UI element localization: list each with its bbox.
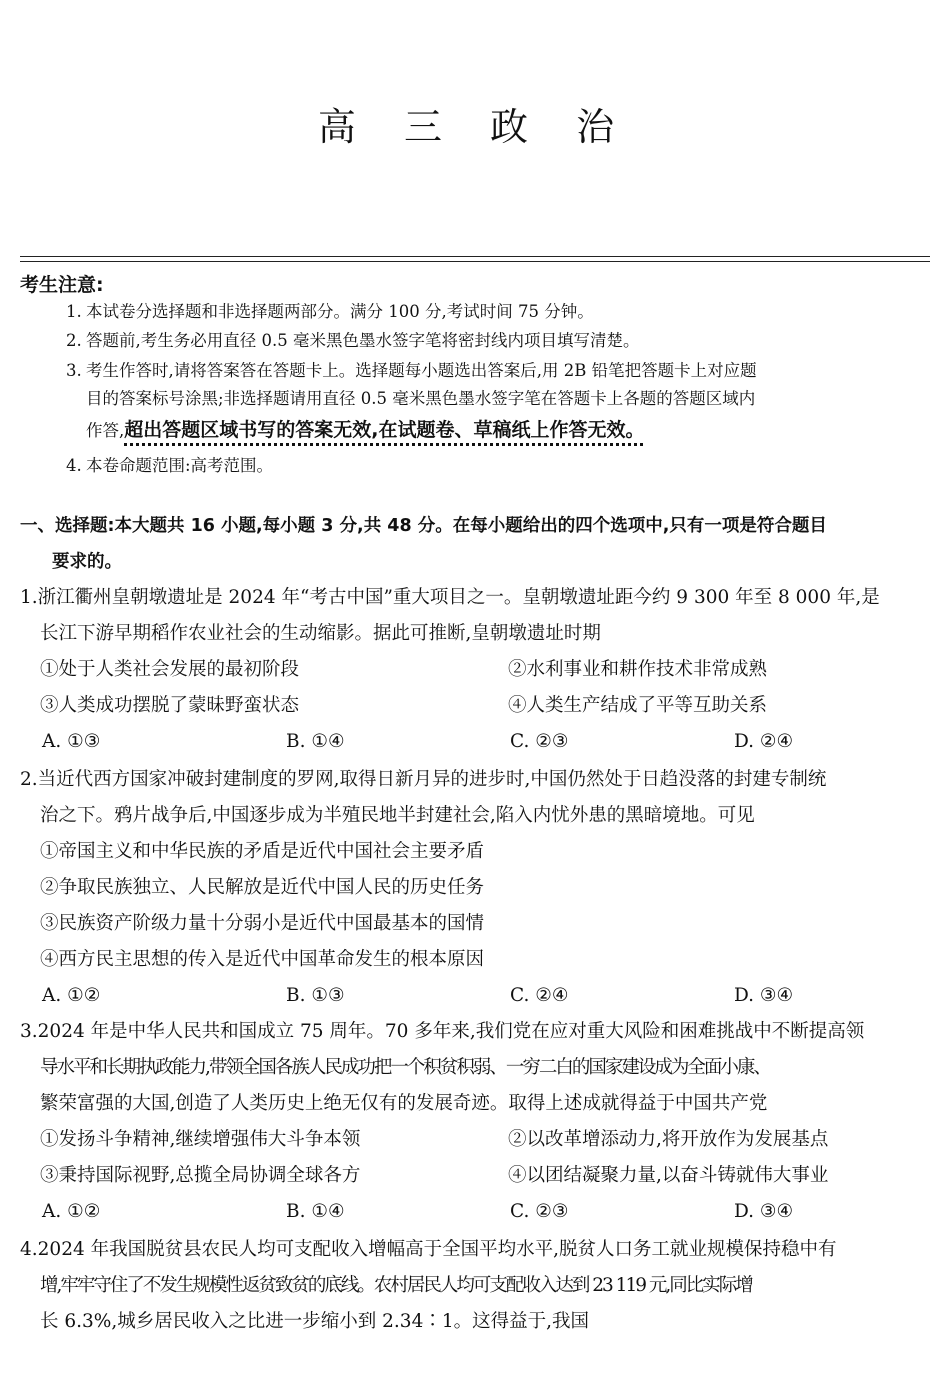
question-stem: 治之下。鸦片战争后,中国逐步成为半殖民地半封建社会,陷入内忧外患的黑暗境地。可见 [40, 805, 755, 826]
statement: ③民族资产阶级力量十分弱小是近代中国最基本的国情 [40, 913, 485, 934]
section-heading [20, 508, 935, 580]
notice-heading: 考生注意: [20, 274, 104, 296]
notice-num: 4. [66, 456, 82, 475]
statement: ①处于人类社会发展的最初阶段 [40, 659, 300, 680]
statement: ①发扬斗争精神,继续增强伟大斗争本领 [40, 1129, 361, 1150]
answer-options [20, 724, 935, 760]
notice-text: 本卷命题范围:高考范围。 [86, 456, 274, 475]
page-title: 高 三 政 治 [317, 105, 633, 149]
statement: ②水利事业和耕作技术非常成熟 [508, 659, 768, 680]
question-stem: 1.浙江衢州皇朝墩遗址是 2024 年“考古中国”重大项目之一。皇朝墩遗址距今约 9 300 年至 8 000 年,是 [20, 587, 880, 608]
statement: ③人类成功摆脱了蒙昧野蛮状态 [40, 695, 300, 716]
answer-option-b[interactable]: B. ①④ [286, 731, 345, 752]
header-rule-thin [20, 261, 930, 262]
statement-row [20, 1122, 935, 1158]
statement: ③秉持国际视野,总揽全局协调全球各方 [40, 1165, 361, 1186]
notice-text-line2: 目的答案标号涂黑;非选择题请用直径 0.5 毫米黑色墨水签字笔在答题卡上各题的答题区域内 [86, 389, 756, 408]
statement-row [20, 652, 935, 688]
statement-row [20, 1158, 935, 1194]
notice-item-1 [66, 298, 932, 326]
statement: ④人类生产结成了平等互助关系 [508, 695, 768, 716]
answer-option-a[interactable]: A. ①③ [42, 731, 101, 752]
notice-item-2 [66, 327, 932, 355]
answer-option-a[interactable]: A. ①② [42, 1201, 101, 1222]
section-line: 要求的。 [52, 552, 122, 572]
notice-text-line3: 作答, [86, 421, 125, 440]
question-stem: 长江下游早期稻作农业社会的生动缩影。据此可推断,皇朝墩遗址时期 [40, 623, 601, 644]
notice-item-3 [66, 357, 932, 445]
answer-option-d[interactable]: D. ②④ [734, 731, 794, 752]
notice-num: 3. [66, 361, 82, 380]
question-stem: 2.当近代西方国家冲破封建制度的罗网,取得日新月异的进步时,中国仍然处于日趋没落的封建专制统 [20, 769, 827, 790]
notice-text-line1: 考生作答时,请将答案答在答题卡上。选择题每小题选出答案后,用 2B 铅笔把答题卡上对应题 [86, 361, 757, 380]
question-4 [20, 1232, 935, 1340]
answer-option-b[interactable]: B. ①③ [286, 985, 345, 1006]
statement: ④西方民主思想的传入是近代中国革命发生的根本原因 [40, 949, 485, 970]
question-stem: 3.2024 年是中华人民共和国成立 75 周年。70 多年来,我们党在应对重大风险和困难挑战中不断提高领 [20, 1021, 865, 1042]
statement-row [20, 688, 935, 724]
question-stem: 长 6.3%,城乡居民收入之比进一步缩小到 2.34∶1。这得益于,我国 [40, 1311, 589, 1332]
notice-num: 1. [66, 302, 82, 321]
notice-item-4 [66, 452, 932, 480]
question-stem: 增,牢牢守住了不发生规模性返贫致贫的底线。农村居民人均可支配收入达到 23 119 元,同比实际增 [40, 1275, 752, 1296]
notice-num: 2. [66, 331, 82, 350]
answer-option-d[interactable]: D. ③④ [734, 1201, 794, 1222]
statement: ④以团结凝聚力量,以奋斗铸就伟大事业 [508, 1165, 829, 1186]
answer-options [20, 1194, 935, 1230]
question-3 [20, 1014, 935, 1230]
notice-emphasis: 超出答题区域书写的答案无效,在试题卷、草稿纸上作答无效。 [124, 419, 645, 441]
answer-option-b[interactable]: B. ①④ [286, 1201, 345, 1222]
statement: ②以改革增添动力,将开放作为发展基点 [508, 1129, 829, 1150]
question-stem: 导水平和长期执政能力,带领全国各族人民成功把一个积贫积弱、一穷二白的国家建设成为全面小康、 [40, 1057, 770, 1078]
answer-option-c[interactable]: C. ②③ [510, 1201, 569, 1222]
answer-option-c[interactable]: C. ②③ [510, 731, 569, 752]
notice-text: 答题前,考生务必用直径 0.5 毫米黑色墨水签字笔将密封线内项目填写清楚。 [86, 331, 640, 350]
notice-text: 本试卷分选择题和非选择题两部分。满分 100 分,考试时间 75 分钟。 [86, 302, 594, 321]
answer-options [20, 978, 935, 1014]
statement: ①帝国主义和中华民族的矛盾是近代中国社会主要矛盾 [40, 841, 485, 862]
answer-option-d[interactable]: D. ③④ [734, 985, 794, 1006]
answer-option-c[interactable]: C. ②④ [510, 985, 569, 1006]
question-1 [20, 580, 935, 760]
statement: ②争取民族独立、人民解放是近代中国人民的历史任务 [40, 877, 485, 898]
question-stem: 繁荣富强的大国,创造了人类历史上绝无仅有的发展奇迹。取得上述成就得益于中国共产党 [40, 1093, 768, 1114]
question-stem: 4.2024 年我国脱贫县农民人均可支配收入增幅高于全国平均水平,脱贫人口务工就业规模保持稳中有 [20, 1239, 837, 1260]
answer-option-a[interactable]: A. ①② [42, 985, 101, 1006]
header-rule-thick [20, 256, 930, 257]
section-line: 一、选择题:本大题共 16 小题,每小题 3 分,共 48 分。在每小题给出的四个选项中,只有一项是符合题目 [20, 516, 827, 536]
question-2 [20, 762, 935, 1014]
